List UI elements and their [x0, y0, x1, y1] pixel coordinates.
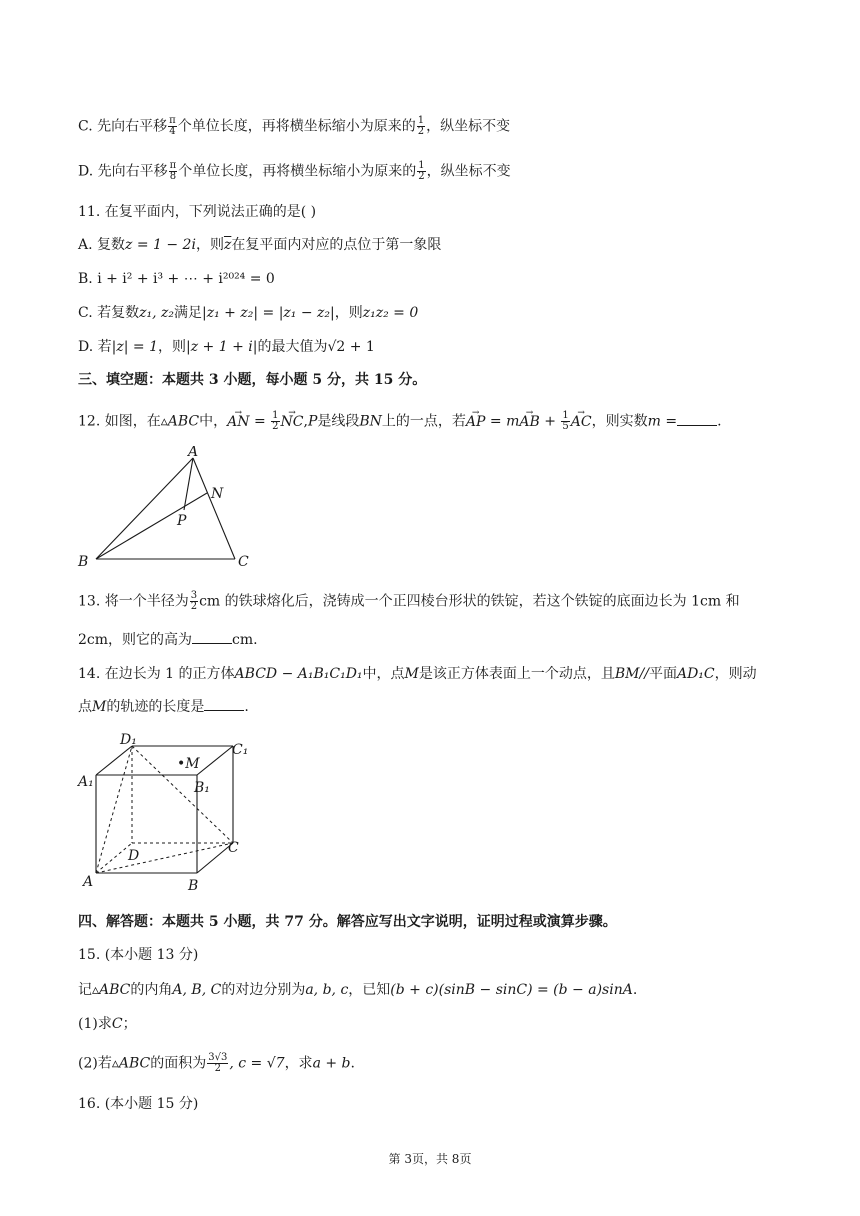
numerator: 3√3: [208, 1052, 228, 1063]
section-3-heading: [78, 370, 426, 390]
formula: , c = √7: [229, 1055, 285, 1072]
text: C. 若复数: [78, 305, 140, 321]
formula: m: [506, 413, 520, 430]
text: 满足: [174, 305, 203, 321]
fraction: [207, 1053, 228, 1074]
label-d: D: [128, 848, 140, 864]
text: ，则: [195, 237, 224, 253]
label-m: •M: [177, 756, 200, 772]
q14-line2: 点M的轨迹的长度是 .: [78, 699, 249, 715]
numerator: π: [169, 160, 177, 171]
text: 2cm，则它的高为: [78, 632, 193, 648]
text: D. 先向右平移: [78, 163, 168, 180]
text: (2)若: [78, 1055, 112, 1072]
q11-stem: [78, 202, 316, 222]
formula: A, B, C: [172, 982, 222, 998]
denominator: 5: [562, 421, 569, 432]
fraction: [561, 411, 569, 432]
text: 点: [78, 699, 92, 715]
label-n: N: [211, 486, 224, 502]
formula: ABCD − A₁B₁C₁D₁: [234, 666, 363, 682]
numerator: 1: [417, 115, 425, 126]
formula: B. i + i² + i³ + ⋯ + i²⁰²⁴ = 0: [78, 271, 275, 287]
text: ，则: [158, 339, 186, 355]
text: (1)求: [78, 1016, 112, 1032]
text: ，已知: [348, 982, 391, 998]
numerator: 1: [562, 410, 569, 421]
formula: (b + c)(sinB − sinC) = (b − a)sinA: [390, 982, 633, 998]
q15-stem: [78, 980, 637, 1000]
formula: z = 1 − 2i: [125, 237, 196, 253]
fraction: [168, 116, 177, 137]
formula: C: [111, 1016, 123, 1032]
formula: P: [307, 413, 318, 430]
text: .: [350, 1055, 355, 1072]
q11-option-c: [78, 303, 418, 323]
text: 四、解答题：本题共 5 小题，共 77 分。解答应写出文字说明，证明过程或演算步骤。: [78, 914, 617, 930]
formula: z₁, z₂: [139, 305, 175, 321]
label-d1: D₁: [120, 732, 137, 748]
formula: |z + 1 + i|: [186, 339, 258, 355]
label-p: P: [177, 513, 187, 529]
q15-heading: [78, 945, 198, 965]
text: 记: [78, 982, 92, 998]
vector: → NC: [281, 412, 304, 432]
fraction: [169, 161, 178, 182]
denominator: 8: [169, 171, 177, 182]
formula: |z₁ + z₂| = |z₁ − z₂|: [202, 305, 335, 321]
q11-option-d: [78, 337, 375, 357]
text: ，纵坐标不变: [426, 163, 511, 180]
fraction: [271, 411, 279, 432]
numerator: π: [169, 115, 176, 126]
text: 是线段: [317, 413, 360, 430]
numerator: 1: [272, 410, 279, 421]
formula: M: [92, 699, 107, 715]
numerator: 1: [418, 160, 425, 171]
fraction: [417, 116, 425, 137]
text: 13. 将一个半径为: [78, 593, 189, 610]
text: ，则动: [714, 666, 757, 682]
formula: BN: [359, 413, 382, 430]
formula: m =: [647, 413, 678, 430]
text: A. 复数: [78, 237, 126, 253]
text: 中，: [199, 413, 228, 430]
fraction: [190, 591, 198, 612]
q12-stem: 12. 如图，在▵ABC中，→ AN = $\frac{1}{2}$ → NC,P是线段BN上的一点，若→ AP = m→ AB + $\frac{1}{5}$ → AC，则实数m = .: [78, 411, 722, 432]
text: 中，点: [362, 666, 405, 682]
vector: → AB: [519, 412, 539, 432]
text: 是该正方体表面上一个动点，且: [418, 666, 615, 682]
formula: √2 + 1: [327, 339, 375, 355]
formula: a, b, c: [305, 982, 349, 998]
text: 平面: [648, 666, 677, 682]
text: C. 先向右平移: [78, 118, 168, 135]
text: cm 的铁球熔化后，浇铸成一个正四棱台形状的铁锭，若这个铁锭的底面边长为 1cm 和: [199, 593, 740, 610]
denominator: 2: [190, 601, 198, 612]
formula: ▵ABC: [92, 982, 131, 998]
formula: AD₁C: [676, 666, 715, 682]
text: 11. 在复平面内，下列说法正确的是( ): [78, 204, 317, 220]
numerator: 3: [190, 590, 198, 601]
denominator: 2: [418, 171, 425, 182]
vector: → AN: [227, 412, 249, 432]
q15-part-1: [78, 1014, 137, 1034]
text: 14. 在边长为 1 的正方体: [78, 666, 235, 682]
text: ，求: [284, 1055, 313, 1072]
formula: a + b: [312, 1055, 351, 1072]
text: ，则实数: [591, 413, 648, 430]
conjugate-z: $\overline{z}$: [223, 237, 232, 253]
q13-line2: [78, 630, 258, 650]
text: cm.: [232, 632, 258, 648]
label-a: A: [188, 446, 199, 460]
label-c: C: [238, 554, 249, 570]
text: ,: [303, 413, 308, 430]
q13-stem: [78, 591, 740, 612]
formula: |z| = 1: [111, 339, 158, 355]
q10-option-d: [78, 161, 511, 182]
formula: ▵ABC: [111, 1055, 151, 1072]
label-c1: C₁: [232, 742, 249, 758]
q11-option-b: [78, 269, 275, 289]
q10-option-c: [78, 116, 510, 137]
label-b1: B₁: [194, 780, 210, 796]
text: 个单位长度，再将横坐标缩小为原来的: [178, 163, 417, 180]
q16-heading: [78, 1094, 198, 1114]
text: 15. (本小题 13 分): [78, 947, 199, 963]
denominator: 2: [417, 126, 425, 137]
text: .: [632, 982, 638, 998]
answer-blank: [204, 698, 244, 711]
formula: z₁z₂ = 0: [362, 305, 419, 321]
text: D. 若: [78, 339, 112, 355]
denominator: 4: [169, 126, 176, 137]
text: 的最大值为: [257, 339, 328, 355]
text: 12. 如图，在: [78, 413, 161, 430]
section-4-heading: [78, 912, 617, 932]
label-b: B: [78, 554, 89, 570]
vector: → AC: [571, 412, 592, 432]
page-footer: 第 3页，共 8页: [388, 1152, 472, 1166]
text: ，纵坐标不变: [426, 118, 511, 135]
label-a: A: [83, 874, 94, 890]
q15-part-2: [78, 1053, 355, 1074]
text: 的内角: [130, 982, 173, 998]
text: ；: [122, 1016, 137, 1032]
text: 的面积为: [150, 1055, 207, 1072]
text: 16. (本小题 15 分): [78, 1096, 199, 1112]
label-a1: A₁: [78, 774, 94, 790]
q14-stem: [78, 664, 757, 684]
label-c: C: [228, 840, 239, 856]
fraction: [417, 161, 425, 182]
denominator: 2: [272, 421, 279, 432]
text: 的轨迹的长度是: [106, 699, 205, 715]
vector: → AP: [466, 412, 486, 432]
label-b: B: [188, 878, 199, 894]
text: 三、填空题：本题共 3 小题，每小题 5 分，共 15 分。: [78, 372, 427, 388]
denominator: 2: [214, 1063, 221, 1074]
answer-blank: [192, 631, 232, 644]
formula: ▵ABC: [160, 413, 200, 430]
q11-option-a: [78, 235, 441, 255]
triangle-figure: [74, 446, 274, 574]
text: 个单位长度，再将横坐标缩小为原来的: [177, 118, 416, 135]
text: 上的一点，若: [381, 413, 466, 430]
formula: M: [404, 666, 419, 682]
cube-figure: [74, 730, 274, 895]
text: 的对边分别为: [221, 982, 306, 998]
text: ，则: [334, 305, 363, 321]
text: 在复平面内对应的点位于第一象限: [231, 237, 442, 253]
formula: BM//: [614, 666, 649, 682]
answer-blank: [677, 413, 717, 426]
